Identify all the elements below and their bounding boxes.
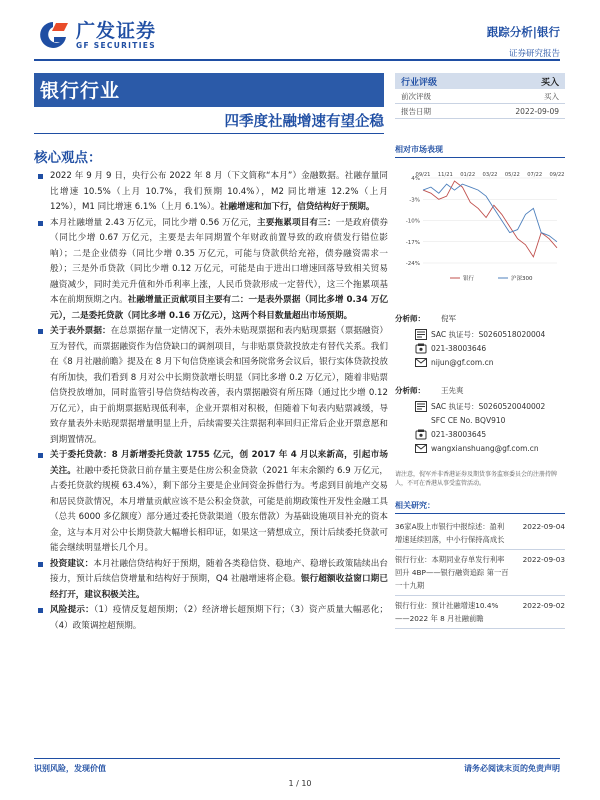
bullet-icon <box>38 562 43 567</box>
chart-svg <box>395 168 565 290</box>
analyst-name: 倪军 <box>441 314 456 323</box>
y-tick-label: -17% <box>405 239 420 246</box>
related-research-title-text: 银行行业：预计社融增速10.4%——2022 年 8 月社融前瞻 <box>395 601 499 623</box>
industry-banner <box>34 73 384 107</box>
body-text: 社融中委托贷款日前存量主要是住房公积金贷款（2021 年末余额约 6.9 万亿元，占委托贷款约规模 63.4%），剩下部分主要是企业间资金拆借行为。考虑到目前地产交易和居民贷款情况，本月增量贡献应该不是公积金贷款，可能是前期政策性开发性金融工具（总共 6000 多亿额度）部分通过委托贷款渠道（股东借款）为基础设施项目补充的资本金，这与本月对公中长期贷款大幅增长相印证，如果这一猜想成立，预计后续委托贷款可能会继续明显增长几个月。 <box>50 465 388 553</box>
footer-divider <box>34 758 560 759</box>
company-logo <box>34 20 156 50</box>
y-tick-label: -3% <box>409 197 420 204</box>
analyst-contact-text: SFC CE No. BQV910 <box>431 415 506 425</box>
rating-head-value: 买入 <box>540 77 559 88</box>
report-title: 四季度社融增速有望企稳 <box>224 113 384 130</box>
analyst-contact-text: nijun@gf.com.cn <box>431 357 494 367</box>
bold-text: 关于表外票据： <box>50 326 111 336</box>
page-number: 1 / 10 <box>288 779 312 788</box>
series-line-hs300 <box>423 184 557 242</box>
rating-row <box>395 89 565 104</box>
analyst-name: 王先爽 <box>441 386 464 395</box>
report-type-block <box>487 24 560 59</box>
bold-text: 社融增速和加下行，信贷结构好于预期。 <box>219 202 375 212</box>
core-paragraph <box>38 448 388 557</box>
report-category: 证券研究报告 <box>508 49 560 59</box>
analyst-contact-line <box>415 413 505 427</box>
analyst-contact-line <box>415 327 545 341</box>
x-tick-label: 01/22 <box>460 172 476 178</box>
header-divider <box>34 59 560 61</box>
bullet-icon <box>38 608 43 613</box>
rating-row-label: 报告日期 <box>401 106 431 116</box>
rating-table <box>395 73 565 119</box>
id-card-icon <box>415 401 427 412</box>
analyst-contact-line <box>415 399 545 413</box>
chart-title: 相对市场表现 <box>395 144 565 158</box>
analyst-contact-line[interactable] <box>415 441 539 455</box>
analyst-contact-line <box>415 341 486 355</box>
analyst-contact-text: SAC 执证号：S0260520040002 <box>431 401 546 411</box>
y-tick-label: 4% <box>411 176 420 182</box>
legend-label: 沪深300 <box>511 276 533 282</box>
related-research-date: 2022-09-02 <box>522 601 565 610</box>
analyst-role: 分析师： <box>395 314 425 323</box>
related-research-date: 2022-09-04 <box>522 522 565 531</box>
x-tick-label: 11/21 <box>437 172 453 178</box>
x-tick-label: 09/22 <box>549 172 565 178</box>
analyst-contact-text: SAC 执证号：S0260518020004 <box>431 329 546 339</box>
core-paragraph <box>38 169 388 216</box>
rating-row-value: 2022-09-09 <box>515 106 559 116</box>
y-tick-label: -10% <box>405 218 420 225</box>
rating-row-label: 前次评级 <box>401 91 431 101</box>
core-view-title: 核心观点： <box>34 150 102 166</box>
body-text: 本月社融信贷结构好于预期，随着各类稳信贷、稳地产、稳增长政策陆续出台接力，预计后续信贷增量和结构好于预期，Q4 社融增速将企稳。 <box>50 558 388 584</box>
core-paragraph <box>38 557 388 604</box>
body-text: （1）疫情反复超预期；（2）经济增长超预期下行；（3）资产质量大幅恶化；（4）政策调控超预期。 <box>50 605 388 631</box>
id-card-icon <box>415 329 427 340</box>
analyst-block <box>395 385 570 457</box>
analyst-contact-text: 021-38003645 <box>431 429 487 439</box>
email-icon <box>415 357 427 368</box>
related-research-title-text: 银行行业：本期同业存单发行利率回升 4BP——银行融资追踪 第一百一十九期 <box>395 555 509 590</box>
core-paragraph <box>38 324 388 448</box>
core-paragraph <box>38 216 388 325</box>
x-tick-label: 03/22 <box>482 172 498 178</box>
logo-text-cn: 广发证券 <box>76 19 157 42</box>
rating-head <box>395 73 565 89</box>
x-tick-label: 09/21 <box>415 172 431 178</box>
bold-text: 风险提示： <box>50 605 94 615</box>
report-type: 跟踪分析|银行 <box>486 25 560 39</box>
legend-label: 银行 <box>463 276 475 282</box>
rating-row <box>395 104 565 119</box>
gf-logo-icon <box>34 20 72 50</box>
bullet-icon <box>38 329 43 334</box>
body-text: 一是政府债券（同比少增 0.67 万亿元，主要是去年同期置个年财政前置导致的政府债发行错位影响）；二是企业债券（同比少增 0.35 万亿元，可能与贷款供给充裕，债券融资需求一般）；三是外币贷款（同比少增 0.12 万亿元，可能是由于进出口增速回落导致相关贸易融资减少，同时美元升值和外币利率上涨，人民币贷款形成一定替代），这三个拖累项基本在前期预期之内。 <box>50 217 388 305</box>
core-view-body <box>38 169 388 634</box>
body-text: 2022 年 9 月 9 日，央行公布 2022 年 8 月（下文简称“本月”）金融数据。社融存量同比增速 10.5%（上月 10.7%，我们预期 10.4%），M2 同比增速 12.2%（上月 12%），M1 同比增速 6.1%（上月 6.1%）。 <box>50 171 388 212</box>
analyst-role: 分析师： <box>395 386 425 395</box>
title-divider <box>34 133 384 134</box>
relative-performance-chart <box>395 168 565 290</box>
phone-icon <box>415 429 427 440</box>
bold-text: 社融增量正贡献项目主要有二：一是表外票据（同比多增 0.34 万亿元），二是委托贷款（同比多增 0.16 万亿元），这两个科目数量超出市场预期。 <box>50 295 388 321</box>
analyst-contact-line[interactable] <box>415 355 493 369</box>
analyst-contact-text: wangxianshuang@gf.com.cn <box>431 443 539 453</box>
email-icon <box>415 443 427 454</box>
related-research-list <box>395 517 565 629</box>
related-research-title-text: 36家A股上市银行中报综述：盈利增速延续回落，中小行保持高成长 <box>395 522 505 544</box>
industry-title: 银行行业 <box>40 80 121 102</box>
rating-row-value: 买入 <box>544 91 559 101</box>
bold-text: 银行超额收益窗口期已经打开，建议积极关注。 <box>50 574 388 600</box>
bold-text: 主要拖累项目有三： <box>257 217 336 228</box>
x-tick-label: 05/22 <box>504 172 520 178</box>
disclaimer-note: 请注意，倪军并非香港证券及期货事务监察委员会的注册持牌人，不可在香港从事受监管活动。 <box>395 471 558 487</box>
related-research-item[interactable] <box>395 517 565 550</box>
related-research-item[interactable] <box>395 550 565 596</box>
analyst-contact-line <box>415 427 486 441</box>
related-research-title: 相关研究： <box>395 500 565 514</box>
analyst-contact-text: 021-38003646 <box>431 343 487 353</box>
y-tick-label: -24% <box>405 261 420 267</box>
body-text: 本月社融增量 2.43 万亿元，同比少增 0.56 万亿元， <box>50 217 258 228</box>
footer-slogan: 识别风险，发现价值 <box>34 764 106 773</box>
analyst-block <box>395 313 570 371</box>
phone-icon <box>415 343 427 354</box>
core-paragraph <box>38 603 388 634</box>
rating-head-label: 行业评级 <box>401 77 438 88</box>
logo-text-en: GF SECURITIES <box>76 40 156 50</box>
related-research-item[interactable] <box>395 596 565 629</box>
body-text: 在总票据存量一定情况下，表外未贴现票据和表内贴现票据（票据融资）互为替代，而票据融资作为信贷缺口的调剂项目，与非贴票贷款投放走有替代关系。我们在《8 月社融前瞻》提及在 8 月下旬信贷座谈会和国务院常务会议后，银行实体贷款投放有所加快，我们看到 8 月对公中长期贷款增长明显（同比多增 0.2 万亿元），随着非贴票信贷投放增加，同时监管引导信贷结构改善，表内票据融资有所压降（通过比少增 0.12 万亿元），由于前期票据贴现低利率，企业开票相对积极，但随着下旬表内贴票减缓，导致存量表外未贴现票据增量明显上升，后续需要关注票据利率回归正常后企业开票意愿和到期置情况。 <box>50 326 388 445</box>
related-research-date: 2022-09-03 <box>522 555 565 564</box>
bold-text: 投资建议： <box>50 558 94 569</box>
x-tick-label: 07/22 <box>527 172 543 178</box>
blank-icon <box>415 415 427 426</box>
bold-text: 关于委托贷款：8 月新增委托贷款 1755 亿元，创 2017 年 4 月以来新高，引起市场关注。 <box>50 450 388 476</box>
footer-disclaimer-link[interactable]: 请务必阅读末页的免责声明 <box>464 764 560 773</box>
bullet-icon <box>38 453 43 458</box>
bullet-icon <box>38 221 43 226</box>
bullet-icon <box>38 174 43 179</box>
